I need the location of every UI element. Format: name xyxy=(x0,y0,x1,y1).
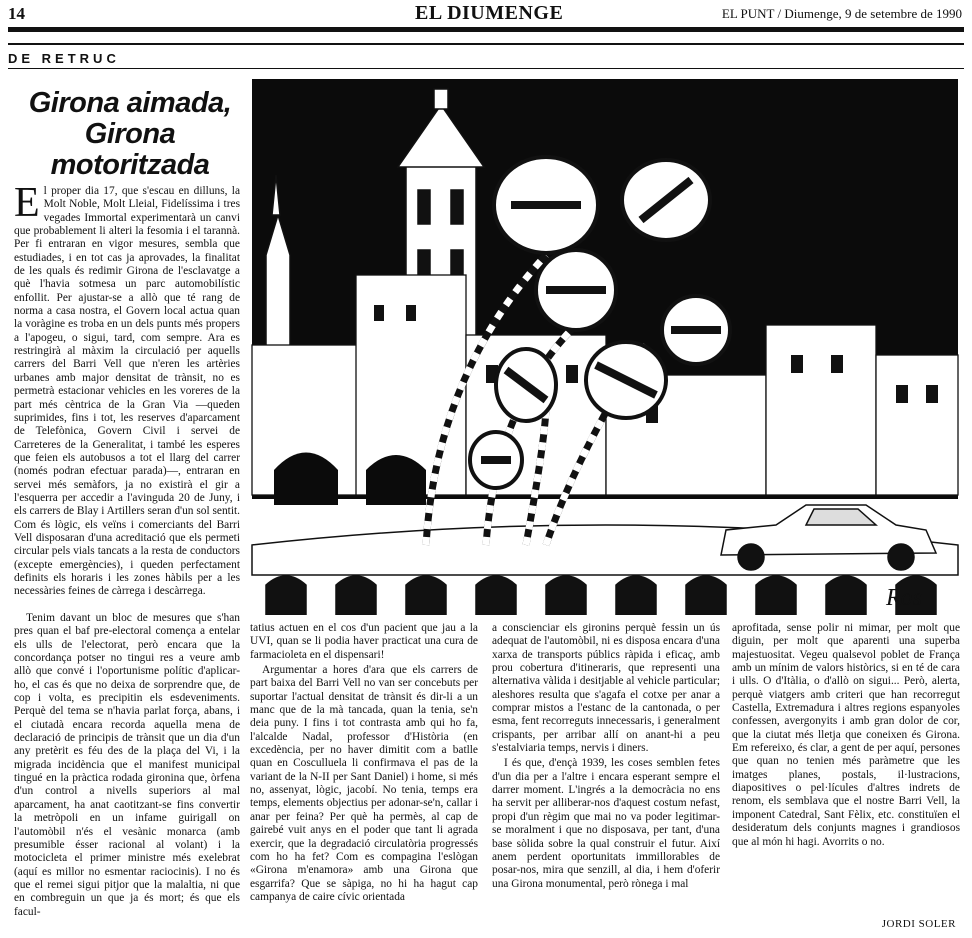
article-column-1-continued xyxy=(14,612,240,921)
article-paragraph: l proper dia 17, que s'escau en dilluns, la Molt Noble, Molt Lleial, Fidelíssima i tres vegades Immortal experimentarà un canvi que probablement li alteri la fesomia i el tarannà. Per fi entraran en vigor mesures, sembla que estudiades, i en tot cas ja aprovades, la finalitat de les quals és redimir Girona de l'esclavatge a què l'havia sotmesa un parc automobilístic enfollit. Per ajustar-se a allò que té rang de norma a casa nostra, el Govern local actua quan la voràgine es troba en un dels punts més propers a l'apogeu, o sigui, tard, com sempre. Ara es restringirà al màxim la circulació per aquells carrers del Barri Vell que n'eren les artèries urbanes amb major densitat de trànsit, no es permetrà estacionar vehicles en les voreres de la part més cèntrica de la Gran Via —queden suprimides, fins i tot, les reserves d'aparcament de Telefònica, Govern Civil i servei de Carreteres de la Generalitat, i també les esperes que feien els autobusos a tot el llarg del carrer (només podran efectuar parada)—, entraran en servei més semàfors, ja no existirà el gir a l'esquerra per accedir a l'avinguda 20 de Juny, i els carrers de Blay i Artillers seran d'un sol sentit. Com és lògic, els veïns i comerciants del Barri Vell disposaran d'una acreditació que els permeti circular pels vials tancats a la resta de conductors (excepte emergències), i queden perfectament definits els horaris i les zones hàbils per a les necessàries feines de càrrega i descàrrega. xyxy=(14,185,241,598)
article-paragraph: aprofitada, sense polir ni mimar, per molt que diguin, per molt que aparenti una superba majestuositat. Vegeu qualsevol poblet de França amb un mínim de valors històrics, si en té de cara i ulls. O d'Itàlia, o d'allò on sigui... Però, alerta, perquè viatgers amb criteri que han recorregut Castella, Extremadura i altres regions espanyoles confessen, avergonyits i amb gran dolor de cor, que la ciutat més lletja que coneixen és Girona. Em refereixo, és clar, a gent de per aquí, persones que quan no tenien més paràmetre que les imatges planes, postals, il·lustracions, diapositives o pel·lícules d'altres indrets de renom, els semblava que el nostre Barri Vell, la imponent Catedral, Sant Fèlix, etc. constituïen el desideratum dels conjunts magnes i grandiosos que al món hi hagi. Avorrits o no. xyxy=(732,622,960,848)
header-rule xyxy=(8,27,964,32)
article-paragraph: a conscienciar els gironins perquè fessin un ús adequat de l'automòbil, ni es disposa encara d'una xarxa de transports públics ràpida i eficaç, amb prou cobertura d'itineraris, que representi una alternativa vàlida i desitjable al vehicle particular; aleshores resulta que s'agafa el cotxe per anar a comprar mistos a l'estanc de la cantonada, o per esma, fent recorreguts innecessaris, i generalment crispants, per arribar allí on anant-hi a peu s'estalviaria temps, nervis i diners. xyxy=(492,622,720,755)
drop-cap: E xyxy=(14,180,40,226)
cartoonist-signature: Ros xyxy=(886,585,922,611)
dateline: EL PUNT / Diumenge, 9 de setembre de 1990 xyxy=(721,6,962,21)
article-paragraph: I és que, d'ençà 1939, les coses semblen fetes d'un dia per a l'altre i encara esperant sempre el darrer moment. L'ingrés a la democràcia no ens ha servit per alliberar-nos d'aquest costum nefast, propi d'un règim que mai no va poder legitimar-se moralment i que no disposava, per tant, d'una base sòlida sobre la qual construir el futur. Així anem perdent oportunitats immillorables de posar-nos, mira que senzill, al dia, i hem d'oferir una Girona monumental, però rònega i mal xyxy=(492,757,720,890)
article-column-3 xyxy=(492,622,720,893)
article-paragraph: tatius actuen en el cos d'un pacient que jau a la UVI, quan se li podia haver practicat una cura de farmacioleta en el dispensari! xyxy=(250,622,478,661)
article-column-4 xyxy=(732,622,960,851)
article-paragraph: Tenim davant un bloc de mesures que s'han pres quan el baf pre-electoral comença a entelar els ulls de l'electorat, però encara que la concordança potser no tingui res a veure amb allò que convé i l'oportunisme polític d'aplicar-ho, el cas és que no deixa de sorprendre que, de cop i volta, es precipitin els esdeveniments. Perquè del tema se n'havia parlat força, abans, i el ciutadà encara recorda aquella mena de declaració de principis de trànsit que un dia d'un any pretèrit es féu des de la plaça del Vi, i la migrada incidència que el manifest municipal tingué en la pràctica rodada gironina que, òrfena d'un control a nivells superiors al mal aparcament, ha anat caotitzant-se fins convertir la metròpoli en un infame guirigall on l'automòbil n'és el vesànic monarca (amb presumible ésser racional al volant) i la motocicleta el primer ministre més exelebrat (aquí es millor no esmentar raciocinis). I no és que el remei sigui pitjor que la malaltia, ni que en combreguin un que ja és mort; és que els facul- xyxy=(14,612,240,918)
byline: JORDI SOLER xyxy=(881,918,956,930)
kicker-rule-bottom xyxy=(8,68,964,69)
article-column-2 xyxy=(250,622,478,906)
kicker: DE RETRUC xyxy=(8,51,120,66)
page-number: 14 xyxy=(8,4,25,23)
headline: Girona aimada, Girona motoritzada xyxy=(28,87,232,181)
section-title: EL DIUMENGE xyxy=(415,2,564,24)
article-paragraph: Argumentar a hores d'ara que els carrers de part baixa del Barri Vell no van ser concebuts per suportar l'actual densitat de trànsit és dir-li a un manc que de la mà tancada, quan la tenia, se'n deia puny. I fins i tot contrasta amb qui ho fa, l'alcalde Nadal, professor d'Història (en excedència, per no haver dimitit com a batlle quan en Cosculluela li confirmava el pas de la variant de la N-II per Sant Daniel) i home, si més no, assenyat, lògic, jacobí. No tenia, temps era temps, elements objectius per adonar-se'n, callar i anar per feina? Per què ha permès, al cap de gairebé vuit anys en el poder que tant li agrada exercir, que la degradació circulatòria progressés com ho ha fet? Com es compagina l'eslògan «Girona m'enamora» amb una Girona que esgarrifa? Que se sàpiga, no hi ha hagut cap campanya de caire cívic orientada xyxy=(250,664,478,903)
kicker-rule-top xyxy=(8,43,964,45)
cartoon-illustration xyxy=(246,75,962,615)
